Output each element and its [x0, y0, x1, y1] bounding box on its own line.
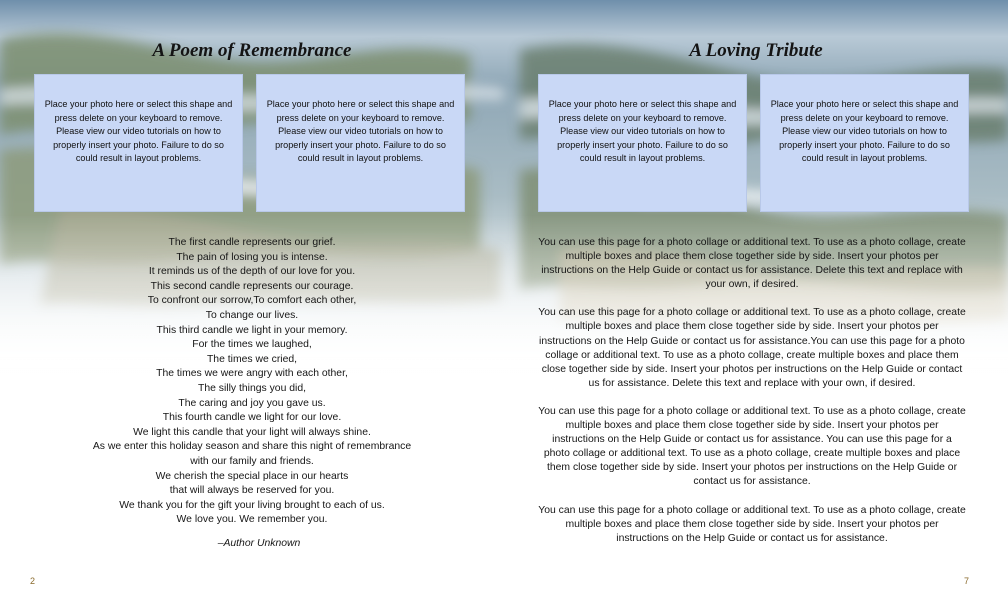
page-number: 2 [30, 576, 36, 586]
photo-placeholder[interactable] [760, 74, 969, 212]
poem-line: with our family and friends. [190, 455, 314, 467]
poem-line: To change our lives. [205, 309, 299, 321]
poem-line: We love you. We remember you. [176, 514, 328, 526]
photo-placeholder[interactable] [34, 74, 243, 212]
poem-line: As we enter this holiday season and share this night of remembrance [92, 441, 412, 453]
poem-line: This fourth candle we light for our love. [162, 412, 342, 424]
right-page [504, 0, 1008, 612]
tribute-paragraph: You can use this page for a photo collage or additional text. To use as a photo collage, create multiple boxes and place them close together side by side. Insert your photos per instructions on the Help Guide or contact us for assistance. You can use this page for a photo collage or additional text. To use as a photo collage, create multiple boxes and place them close together side by side. Insert your photos per instructions on the Help Guide or contact us for assistance. [538, 405, 966, 488]
poem-line: For the times we laughed, [192, 339, 312, 351]
tribute-paragraph: You can use this page for a photo collage or additional text. To use as a photo collage, create multiple boxes and place them close together side by side. Insert your photos per instructions on the Help Guide or contact us for assistance.You can use this page for a photo collage or additional text. To use as a photo collage, create multiple boxes and place them close together side by side. Insert your photos per instructions on the Help Guide or contact us for assistance. Delete this text and replace with your own, if desired. [538, 307, 966, 389]
poem-line: We cherish the special place in our hearts [155, 470, 349, 482]
poem-line: The first candle represents our grief. [168, 237, 336, 248]
page-number: 7 [964, 576, 970, 586]
poem-line: We thank you for the gift your living brought to each of us. [119, 499, 385, 511]
poem-line: It reminds us of the depth of our love for you. [148, 266, 356, 278]
photo-placeholder[interactable] [538, 74, 747, 212]
poem-line: that will always be reserved for you. [169, 485, 335, 497]
tribute-heading: A Loving Tribute [689, 40, 823, 61]
poem-line: The times we were angry with each other, [156, 368, 348, 380]
photo-placeholder-text: Place your photo here or select this shape and press delete on your keyboard to remove. Please view our video tutorials on how to properly insert your photo. Failure to do so could result in layout problems. [266, 99, 455, 164]
poem-line: This third candle we light in your memory. [156, 324, 348, 336]
poem-line: We light this candle that your light will always shine. [133, 426, 371, 438]
poem-heading: A Poem of Remembrance [152, 40, 352, 61]
tribute-paragraph: You can use this page for a photo collage or additional text. To use as a photo collage, create multiple boxes and place them close together side by side. Insert your photos per instructions on the Help Guide or contact us for assistance. [538, 504, 966, 544]
poem-line: To confront our sorrow,To comfort each other, [147, 295, 357, 307]
tribute-paragraph: You can use this page for a photo collage or additional text. To use as a photo collage, create multiple boxes and place them close together side by side. Insert your photos per instructions on the Help Guide or contact us for assistance. Delete this text and replace with your own, if desired. [538, 237, 966, 291]
poem-line: The pain of losing you is intense. [176, 251, 328, 263]
tribute-body [538, 236, 966, 560]
poem-body [24, 236, 480, 528]
photo-placeholder-text: Place your photo here or select this shape and press delete on your keyboard to remove. Please view our video tutorials on how to properly insert your photo. Failure to do so could result in layout problems. [770, 99, 959, 164]
poem-line: This second candle represents our courage. [150, 280, 354, 292]
poem-line: The times we cried, [206, 353, 298, 365]
poem-line: The silly things you did, [197, 382, 306, 394]
photo-placeholder[interactable] [256, 74, 465, 212]
photo-placeholder-text: Place your photo here or select this shape and press delete on your keyboard to remove. Please view our video tutorials on how to properly insert your photo. Failure to do so could result in layout problems. [44, 99, 233, 164]
poem-line: The caring and joy you gave us. [178, 397, 326, 409]
photo-placeholder-text: Place your photo here or select this shape and press delete on your keyboard to remove. Please view our video tutorials on how to properly insert your photo. Failure to do so could result in layout problems. [548, 99, 737, 164]
poem-author: –Author Unknown [217, 538, 301, 549]
